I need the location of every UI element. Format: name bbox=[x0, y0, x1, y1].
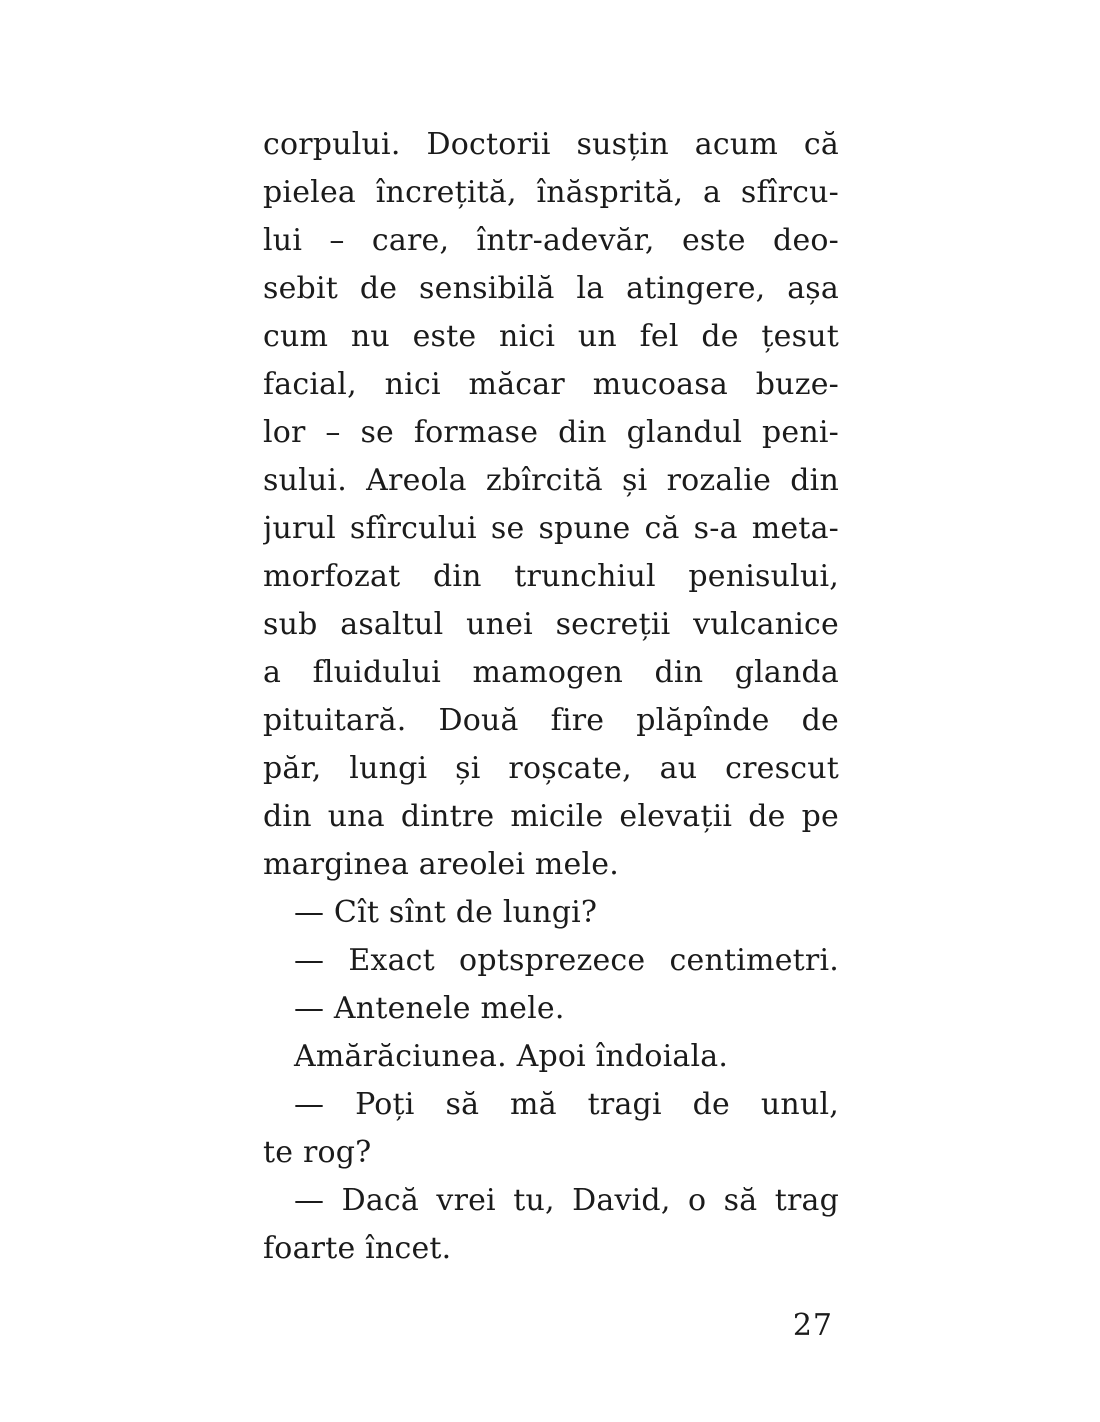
dialogue-line: — Antenele mele. bbox=[294, 991, 565, 1026]
page-number: 27 bbox=[792, 1308, 833, 1343]
text-line: din una dintre micile elevații de pe bbox=[263, 799, 839, 834]
text-line: marginea areolei mele. bbox=[263, 847, 619, 882]
text-line: sub asaltul unei secreții vulcanice bbox=[263, 607, 839, 642]
text-line: păr, lungi și roșcate, au crescut bbox=[263, 751, 839, 786]
text-line: lor – se formase din glandul peni- bbox=[263, 415, 839, 450]
dialogue-line: — Cît sînt de lungi? bbox=[294, 895, 598, 930]
dialogue-line: — Poți să mă tragi de unul, bbox=[294, 1087, 839, 1122]
text-line: te rog? bbox=[263, 1135, 372, 1170]
dialogue-line: — Exact optsprezece centimetri. bbox=[294, 943, 839, 978]
dialogue-line: — Dacă vrei tu, David, o să trag bbox=[294, 1183, 839, 1218]
text-line: lui – care, într-adevăr, este deo- bbox=[263, 223, 839, 258]
text-line: sebit de sensibilă la atingere, așa bbox=[263, 271, 839, 306]
page-text-block bbox=[263, 121, 839, 1273]
text-line: pituitară. Două fire plăpînde de bbox=[263, 703, 839, 738]
text-line: foarte încet. bbox=[263, 1231, 452, 1266]
text-line: morfozat din trunchiul penisului, bbox=[263, 559, 839, 594]
text-line: jurul sfîrcului se spune că s-a meta- bbox=[263, 511, 839, 546]
text-line: cum nu este nici un fel de țesut bbox=[263, 319, 839, 354]
text-line: corpului. Doctorii susțin acum că bbox=[263, 127, 839, 162]
text-line: pielea încrețită, înăsprită, a sfîrcu- bbox=[263, 175, 839, 210]
text-line: facial, nici măcar mucoasa buze- bbox=[263, 367, 839, 402]
text-line: sului. Areola zbîrcită și rozalie din bbox=[263, 463, 839, 498]
text-line: a fluidului mamogen din glanda bbox=[263, 655, 839, 690]
text-line: Amărăciunea. Apoi îndoiala. bbox=[294, 1039, 729, 1074]
